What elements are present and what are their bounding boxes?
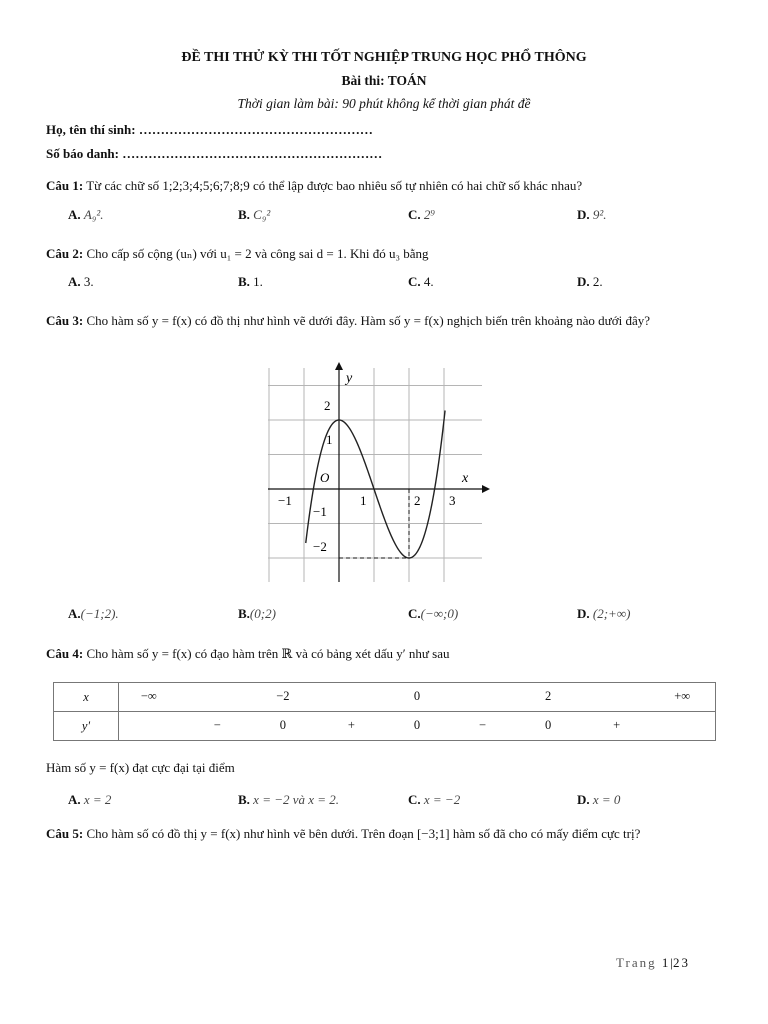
option-c[interactable]: 4.	[423, 274, 434, 289]
option-a[interactable]: A₉².	[83, 207, 104, 222]
option-c[interactable]: x = −2	[423, 792, 461, 807]
option-d[interactable]: 9².	[592, 207, 607, 222]
page-footer: Trang 1|23	[616, 955, 690, 970]
option-key: C.	[408, 606, 421, 621]
footer-page: 1	[661, 955, 671, 970]
question-text: Cho cấp số cộng (uₙ) với u₁ = 2 và công sai d = 1. Khi đó u₃ bằng	[86, 246, 429, 261]
question-text: Cho hàm số y = f(x) có đồ thị như hình vẽ dưới đây. Hàm số y = f(x) nghịch biến trên khoảng nào dưới đây?	[86, 313, 650, 328]
x-value: +∞	[674, 689, 691, 703]
sign-value: 0	[544, 718, 552, 732]
question-3	[46, 310, 726, 332]
exam-time: Thời gian làm bài: 90 phút không kể thời gian phát đề	[237, 96, 531, 111]
candidate-id-field: Số báo danh: ……………………………………………………	[46, 146, 383, 161]
x-value: 0	[413, 689, 421, 703]
option-key: C.	[408, 207, 421, 222]
option-c[interactable]: (−∞;0)	[420, 606, 459, 621]
x-tick-label: 2	[414, 493, 421, 508]
sign-table-y-label: y'	[54, 712, 119, 741]
option-key: A.	[68, 207, 81, 222]
option-c[interactable]: 2⁹	[423, 207, 435, 222]
sign-value: −	[213, 718, 221, 732]
question-5	[46, 823, 726, 845]
y-tick-label: 2	[324, 398, 331, 413]
x-tick-label: −1	[278, 493, 292, 508]
question-label: Câu 4:	[46, 646, 84, 661]
question-label: Câu 1:	[46, 178, 84, 193]
y-axis-label: y	[346, 371, 353, 386]
sign-value: 0	[279, 718, 287, 732]
question-text: Cho hàm số có đồ thị y = f(x) như hình vẽ bên dưới. Trên đoạn [−3;1] hàm số đã cho có mấy điểm cực trị?	[86, 826, 641, 841]
exam-subject: Bài thi: TOÁN	[341, 73, 427, 88]
option-b[interactable]: x = −2 và x = 2.	[253, 792, 340, 807]
y-tick-label: 1	[326, 432, 333, 447]
option-key: A.	[68, 274, 81, 289]
question-label: Câu 3:	[46, 313, 84, 328]
option-key: B.	[238, 274, 250, 289]
option-key: D.	[577, 207, 590, 222]
option-a[interactable]: (−1;2).	[80, 606, 119, 621]
option-key: B.	[238, 606, 250, 621]
x-axis-label: x	[462, 471, 469, 486]
candidate-name-field: Họ, tên thí sinh: ………………………………………………	[46, 122, 373, 137]
option-d[interactable]: 2.	[592, 274, 603, 289]
question-text: Từ các chữ số 1;2;3;4;5;6;7;8;9 có thể lập được bao nhiêu số tự nhiên có hai chữ số khác nhau?	[86, 178, 583, 193]
exam-title: ĐỀ THI THỬ KỲ THI TỐT NGHIỆP TRUNG HỌC PHỔ THÔNG	[181, 50, 587, 65]
x-tick-label: 1	[360, 493, 367, 508]
option-key: D.	[577, 274, 590, 289]
option-d[interactable]: (2;+∞)	[592, 606, 631, 621]
option-a[interactable]: 3.	[83, 274, 94, 289]
sign-table-y-row	[119, 712, 716, 741]
question-1-options	[0, 207, 768, 229]
sign-value: +	[347, 718, 355, 732]
option-b[interactable]: 1.	[253, 274, 263, 289]
x-value: −∞	[140, 689, 157, 703]
option-key: C.	[408, 274, 421, 289]
option-key: B.	[238, 207, 250, 222]
sign-value: +	[613, 718, 621, 732]
question-4	[46, 643, 726, 665]
sign-table	[53, 682, 716, 741]
y-tick-label: −1	[313, 504, 327, 519]
question-4-prompt: Hàm số y = f(x) đạt cực đại tại điểm	[46, 760, 235, 775]
x-value: −2	[276, 689, 290, 703]
option-key: B.	[238, 792, 250, 807]
option-b[interactable]: C₉²	[253, 207, 271, 222]
option-key: A.	[68, 792, 81, 807]
x-axis-arrow-icon	[482, 485, 490, 493]
sign-table-x-label: x	[54, 683, 119, 712]
x-value: 2	[544, 689, 552, 703]
question-text: Cho hàm số y = f(x) có đạo hàm trên ℝ và có bảng xét dấu y′ như sau	[86, 646, 450, 661]
option-key: D.	[577, 792, 590, 807]
footer-prefix: Trang	[616, 955, 657, 970]
x-tick-label: 3	[449, 493, 456, 508]
origin-label: O	[320, 470, 330, 485]
sign-table-x-row	[119, 683, 716, 712]
option-d[interactable]: x = 0	[592, 792, 621, 807]
footer-total: 23	[672, 955, 690, 970]
sign-value: −	[479, 718, 487, 732]
y-tick-label: −2	[313, 539, 327, 554]
question-1	[46, 175, 726, 197]
question-label: Câu 2:	[46, 246, 84, 261]
y-axis-arrow-icon	[335, 362, 343, 370]
question-4-options	[0, 792, 768, 814]
option-key: A.	[68, 606, 81, 621]
question-2-options	[0, 274, 768, 296]
option-b[interactable]: (0;2)	[249, 606, 276, 621]
function-graph	[260, 360, 490, 590]
graph-grid	[268, 368, 482, 582]
sign-value: 0	[413, 718, 421, 732]
question-3-options	[0, 606, 768, 628]
option-key: C.	[408, 792, 421, 807]
question-label: Câu 5:	[46, 826, 84, 841]
option-key: D.	[577, 606, 590, 621]
option-a[interactable]: x = 2	[83, 792, 112, 807]
question-2	[46, 243, 726, 265]
